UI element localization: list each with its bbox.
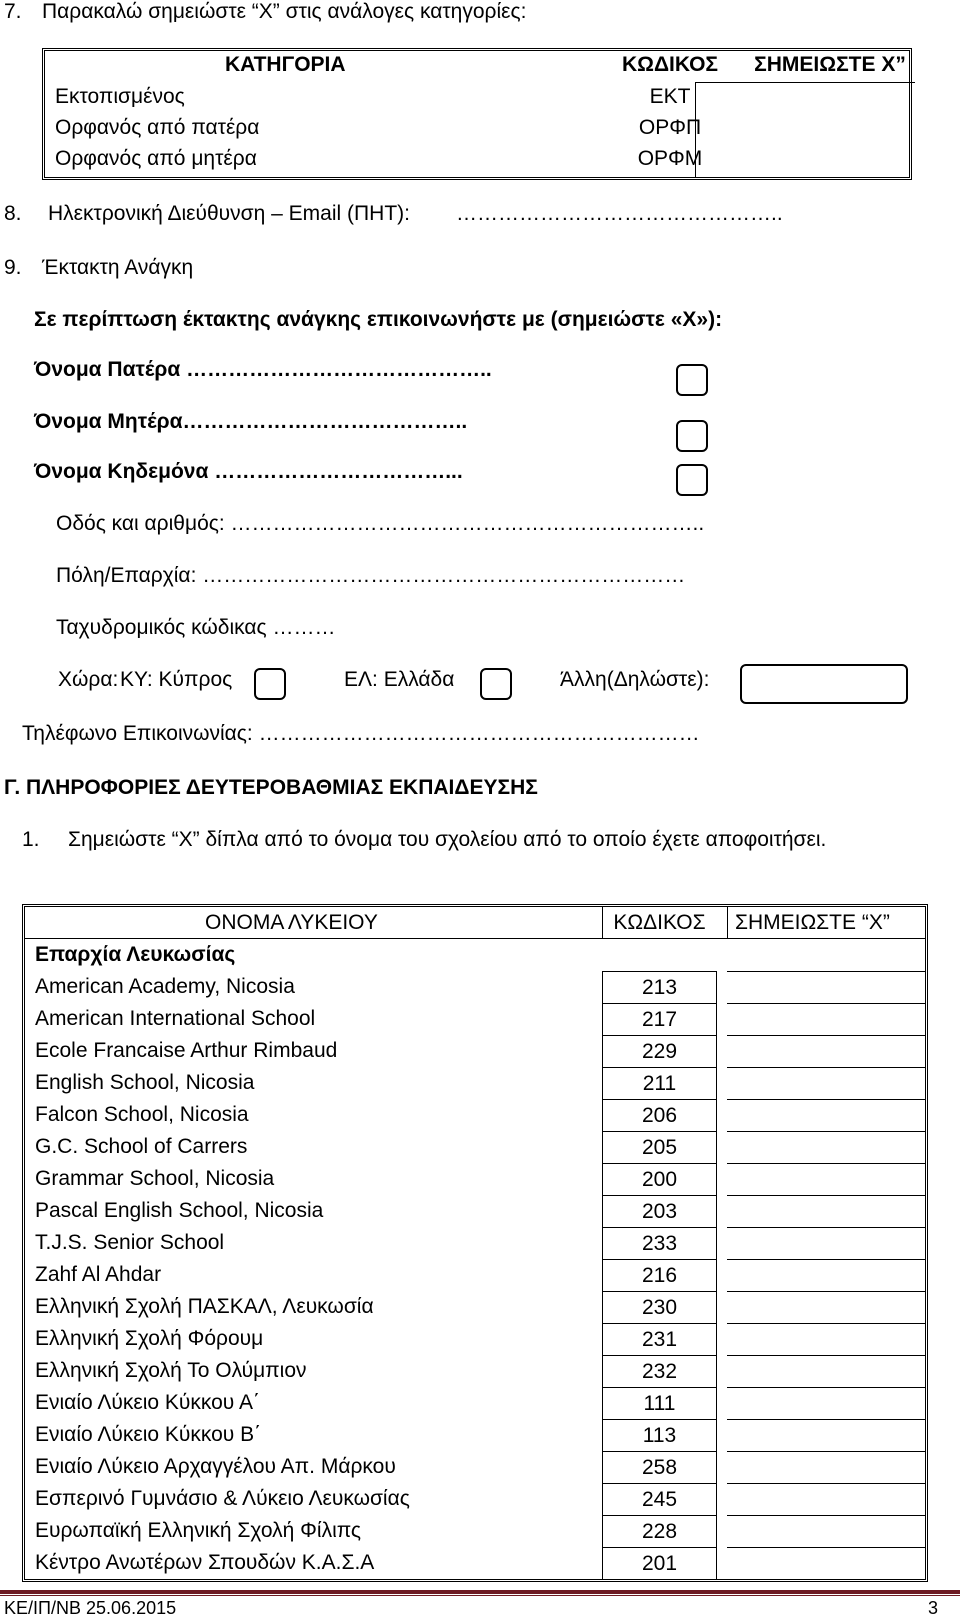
- footer-rule-thin: [0, 1595, 960, 1596]
- school-mark-cell[interactable]: [727, 1355, 925, 1387]
- school-code: 206: [602, 1099, 717, 1131]
- school-row: [25, 1387, 925, 1419]
- school-mark-cell[interactable]: [727, 1515, 925, 1547]
- school-name: Falcon School, Nicosia: [35, 1103, 249, 1126]
- school-code: 205: [602, 1131, 717, 1163]
- school-name: Ελληνική Σχολή Το Ολύμπιον: [35, 1359, 307, 1382]
- school-row: [25, 1131, 925, 1163]
- school-name: Pascal English School, Nicosia: [35, 1199, 324, 1222]
- school-name: Ενιαίο Λύκειο Κύκκου Β΄: [35, 1423, 262, 1446]
- guardian-checkbox[interactable]: [676, 464, 708, 496]
- school-name: Ενιαίο Λύκειο Κύκκου Α΄: [35, 1391, 260, 1414]
- school-mark-cell[interactable]: [727, 971, 925, 1003]
- school-mark-cell[interactable]: [727, 1451, 925, 1483]
- street-field[interactable]: Οδός και αριθμός: …………………………………………………………..: [56, 512, 705, 535]
- q7-number: 7.: [4, 0, 22, 23]
- school-code: 213: [602, 971, 717, 1003]
- section-c-q1-text: Σημειώστε “Χ” δίπλα από το όνομα του σχολείου από το οποίο έχετε αποφοιτήσει.: [68, 828, 827, 851]
- postal-code-field[interactable]: Ταχυδρομικός κώδικας ………: [56, 616, 336, 639]
- school-mark-cell[interactable]: [727, 1067, 925, 1099]
- school-row: [25, 1195, 925, 1227]
- school-mark-cell[interactable]: [727, 1195, 925, 1227]
- school-name: Zahf Al Ahdar: [35, 1263, 162, 1286]
- category-table-header: [45, 53, 909, 84]
- category-code: ΟΡΦΠ: [638, 116, 702, 139]
- emergency-title: Έκτακτη Ανάγκη: [42, 256, 194, 279]
- q7-text: Παρακαλώ σημειώστε “Χ” στις ανάλογες κατηγορίες:: [42, 0, 527, 23]
- mother-checkbox[interactable]: [676, 420, 708, 452]
- school-name: Ecole Francaise Arthur Rimbaud: [35, 1039, 338, 1062]
- school-code: 233: [602, 1227, 717, 1259]
- school-name: Ελληνική Σχολή ΠΑΣΚΑΛ, Λευκωσία: [35, 1295, 374, 1318]
- school-mark-cell[interactable]: [727, 1099, 925, 1131]
- school-mark-cell[interactable]: [727, 1227, 925, 1259]
- school-row: [25, 1227, 925, 1259]
- school-name: Ευρωπαϊκή Ελληνική Σχολή Φίλιπς: [35, 1519, 362, 1542]
- q9-number: 9.: [4, 256, 22, 279]
- school-row: [25, 1483, 925, 1515]
- school-row: [25, 1451, 925, 1483]
- category-name: Ορφανός από μητέρα: [55, 147, 257, 170]
- school-name: Ελληνική Σχολή Φόρουμ: [35, 1327, 264, 1350]
- category-name: Εκτοπισμένος: [55, 85, 185, 108]
- category-row: [45, 85, 909, 116]
- school-mark-cell[interactable]: [727, 1163, 925, 1195]
- school-row: [25, 1259, 925, 1291]
- footer-reference: ΚΕ/ΙΠ/ΝΒ 25.06.2015: [4, 1598, 177, 1618]
- school-row: [25, 1163, 925, 1195]
- schools-table-header: [25, 907, 925, 939]
- guardian-name-field[interactable]: Όνομα Κηδεμόνα ……………………………...: [34, 460, 463, 483]
- school-name: G.C. School of Carrers: [35, 1135, 248, 1158]
- school-row: [25, 1547, 925, 1579]
- country-greece-checkbox[interactable]: [480, 668, 512, 700]
- school-row: [25, 1419, 925, 1451]
- school-name: Grammar School, Nicosia: [35, 1167, 275, 1190]
- school-code: 231: [602, 1323, 717, 1355]
- school-mark-cell[interactable]: [727, 1291, 925, 1323]
- school-code: 228: [602, 1515, 717, 1547]
- school-code: 232: [602, 1355, 717, 1387]
- school-code: 113: [602, 1419, 717, 1451]
- school-row: [25, 1035, 925, 1067]
- country-greece-label: ΕΛ: Ελλάδα: [344, 668, 455, 691]
- school-name: T.J.S. Senior School: [35, 1231, 225, 1254]
- category-code: ΟΡΦΜ: [637, 147, 703, 170]
- country-label: Χώρα:: [58, 668, 119, 691]
- city-field[interactable]: Πόλη/Επαρχία: ……………………………………………………………: [56, 564, 686, 587]
- mark-header: ΣΗΜΕΙΩΣΤΕ Χ”: [754, 53, 906, 76]
- country-other-input[interactable]: [740, 664, 908, 704]
- country-cyprus-checkbox[interactable]: [254, 668, 286, 700]
- mother-name-field[interactable]: Όνομα Μητέρα…………………………………..: [34, 410, 468, 433]
- category-row: [45, 116, 909, 147]
- school-name: Ενιαίο Λύκειο Αρχαγγέλου Απ. Μάρκου: [35, 1455, 396, 1478]
- school-name: English School, Nicosia: [35, 1071, 255, 1094]
- school-row: [25, 1067, 925, 1099]
- email-label: Ηλεκτρονική Διεύθυνση – Email (ΠΗΤ):: [48, 202, 410, 225]
- school-row: [25, 1355, 925, 1387]
- school-row: [25, 1099, 925, 1131]
- school-name: American International School: [35, 1007, 316, 1030]
- category-table: [42, 48, 912, 180]
- school-row: [25, 1515, 925, 1547]
- school-name: American Academy, Nicosia: [35, 975, 295, 998]
- q8-number: 8.: [4, 202, 22, 225]
- country-cyprus-label: ΚΥ: Κύπρος: [120, 668, 233, 691]
- footer-rule: [0, 1590, 960, 1594]
- school-mark-cell[interactable]: [727, 1547, 925, 1579]
- phone-field[interactable]: Τηλέφωνο Επικοινωνίας: ………………………………………………………: [22, 722, 700, 745]
- category-header: ΚΑΤΗΓΟΡΙΑ: [225, 53, 346, 76]
- school-code: 200: [602, 1163, 717, 1195]
- school-code: 258: [602, 1451, 717, 1483]
- school-code: 203: [602, 1195, 717, 1227]
- school-code-header: ΚΩΔΙΚΟΣ: [613, 911, 706, 934]
- school-code: 111: [602, 1387, 717, 1419]
- school-code: 245: [602, 1483, 717, 1515]
- school-mark-cell[interactable]: [727, 1323, 925, 1355]
- schools-table: [22, 904, 928, 1582]
- school-mark-cell[interactable]: [727, 1003, 925, 1035]
- emergency-instruction: Σε περίπτωση έκτακτης ανάγκης επικοινωνήστε με (σημειώστε «Χ»):: [34, 308, 723, 331]
- school-code: 229: [602, 1035, 717, 1067]
- father-checkbox[interactable]: [676, 364, 708, 396]
- category-code: ΕΚΤ: [649, 85, 691, 108]
- code-header: ΚΩΔΙΚΟΣ: [621, 53, 719, 76]
- district-label: Επαρχία Λευκωσίας: [35, 943, 236, 966]
- school-name-header: ΟΝΟΜΑ ΛΥΚΕΙΟΥ: [205, 911, 378, 934]
- section-c-q1-number: 1.: [22, 828, 40, 851]
- father-name-field[interactable]: Όνομα Πατέρα ……………………………………..: [34, 358, 492, 381]
- page-number: 3: [928, 1598, 939, 1618]
- school-code: 216: [602, 1259, 717, 1291]
- school-row: [25, 1003, 925, 1035]
- school-mark-header: ΣΗΜΕΙΩΣΤΕ “Χ”: [735, 911, 890, 934]
- school-name: Εσπερινό Γυμνάσιο & Λύκειο Λευκωσίας: [35, 1487, 410, 1510]
- mark-column-top-line: [695, 82, 915, 83]
- school-mark-cell[interactable]: [727, 1035, 925, 1067]
- school-code: 230: [602, 1291, 717, 1323]
- school-mark-cell[interactable]: [727, 1131, 925, 1163]
- mark-column-divider: [695, 82, 696, 177]
- school-code: 217: [602, 1003, 717, 1035]
- school-code: 201: [602, 1547, 717, 1579]
- school-mark-cell[interactable]: [727, 1483, 925, 1515]
- country-other-label: Άλλη(Δηλώστε):: [560, 668, 710, 691]
- school-code: 211: [602, 1067, 717, 1099]
- category-row: [45, 147, 909, 178]
- school-name: Κέντρο Ανωτέρων Σπουδών Κ.Α.Σ.Α: [35, 1551, 375, 1574]
- school-row: [25, 1291, 925, 1323]
- school-row: [25, 1323, 925, 1355]
- district-row: [25, 939, 925, 971]
- category-name: Ορφανός από πατέρα: [55, 116, 260, 139]
- section-c-title: Γ. ΠΛΗΡΟΦΟΡΙΕΣ ΔΕΥΤΕΡΟΒΑΘΜΙΑΣ ΕΚΠΑΙΔΕΥΣΗΣ: [4, 776, 538, 799]
- school-row: [25, 971, 925, 1003]
- school-mark-cell[interactable]: [727, 1387, 925, 1419]
- school-mark-cell[interactable]: [727, 1419, 925, 1451]
- school-mark-cell[interactable]: [727, 1259, 925, 1291]
- email-field[interactable]: ………………………………………..: [456, 202, 783, 225]
